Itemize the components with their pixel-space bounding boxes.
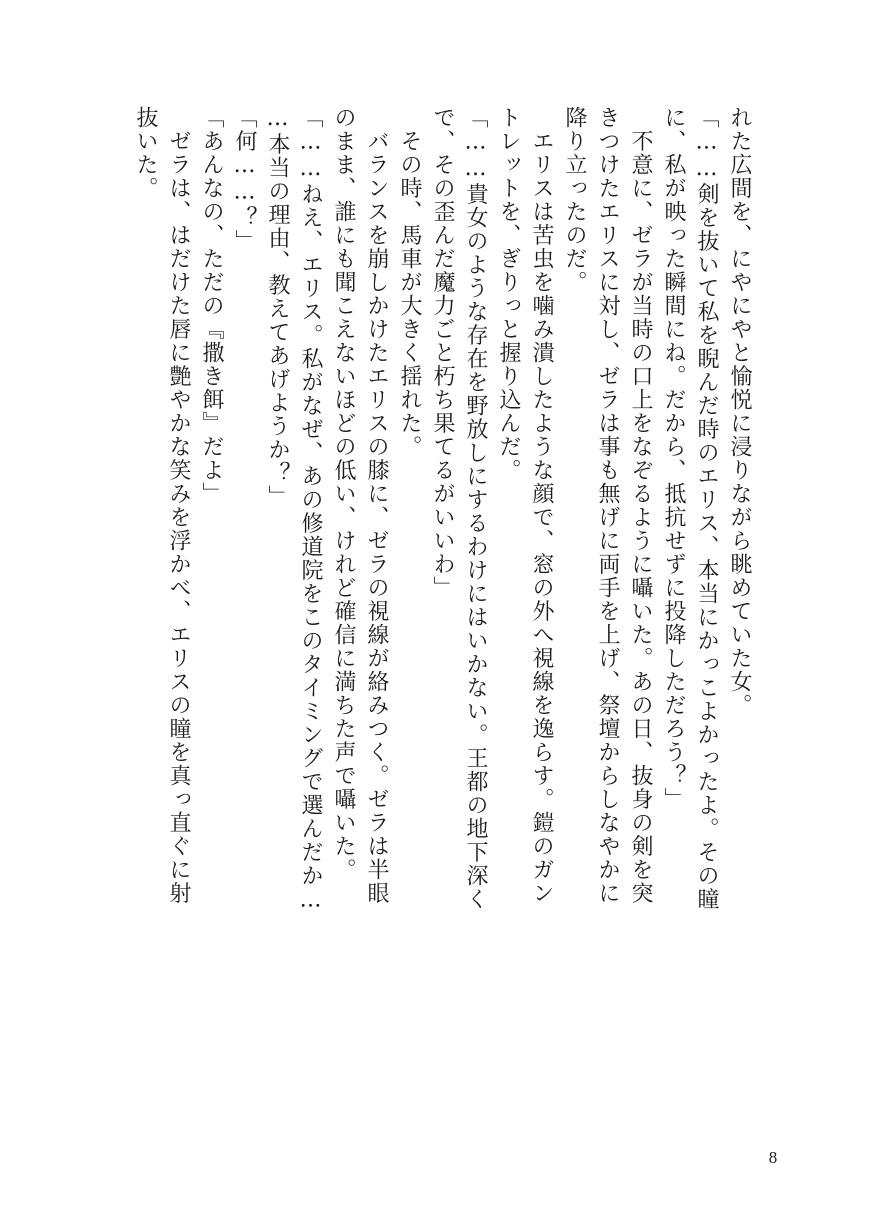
text-line: ゼラは、はだけた唇に艶やかな笑みを浮かべ、エリスの瞳を真っ直ぐに射 (166, 106, 191, 905)
text-line: 「……剣を抜いて私を睨んだ時のエリス、本当にかっこよかったよ。その瞳 (694, 106, 719, 911)
text-line: 「あんなの、ただの『撒き餌』だよ」 (199, 106, 224, 506)
vertical-text-block (133, 106, 756, 1046)
text-line: に、私が映った瞬間にね。だから、抵抗せずに投降しただろう？」 (661, 106, 686, 811)
text-line: のまま、誰にも聞こえないほどの低い、けれど確信に満ちた声で囁いた。 (331, 106, 356, 882)
text-line: その時、馬車が大きく揺れた。 (397, 106, 422, 459)
page-number: 8 (768, 1148, 778, 1167)
text-line: 「……ねえ、エリス。私がなぜ、あの修道院をこのタイミングで選んだか… (298, 106, 323, 914)
text-line: エリスは苦虫を噛み潰したような顔で、窓の外へ視線を逸らす。鎧のガン (529, 106, 554, 905)
text-line: 「何……？」 (232, 106, 257, 253)
text-line: で、その歪んだ魔力ごと朽ち果てるがいいわ」 (430, 106, 455, 600)
text-line: トレットを、ぎりっと握り込んだ。 (496, 106, 521, 482)
text-line: れた広間を、にやにやと愉悦に浸りながら眺めていた女。 (727, 106, 752, 717)
text-line: 抜いた。 (133, 106, 158, 200)
text-line: 「……貴女のような存在を野放しにするわけにはいかない。王都の地下深く (463, 106, 488, 911)
text-line: 不意に、ゼラが当時の口上をなぞるように囁いた。あの日、抜身の剣を突 (628, 106, 653, 905)
text-line: 降り立ったのだ。 (562, 106, 587, 294)
text-line: きつけたエリスに対し、ゼラは事も無げに両手を上げ、祭壇からしなやかに (595, 106, 620, 905)
text-line: バランスを崩しかけたエリスの膝に、ゼラの視線が絡みつく。ゼラは半眼 (364, 106, 389, 905)
text-line: …本当の理由、教えてあげようか？」 (265, 106, 290, 509)
